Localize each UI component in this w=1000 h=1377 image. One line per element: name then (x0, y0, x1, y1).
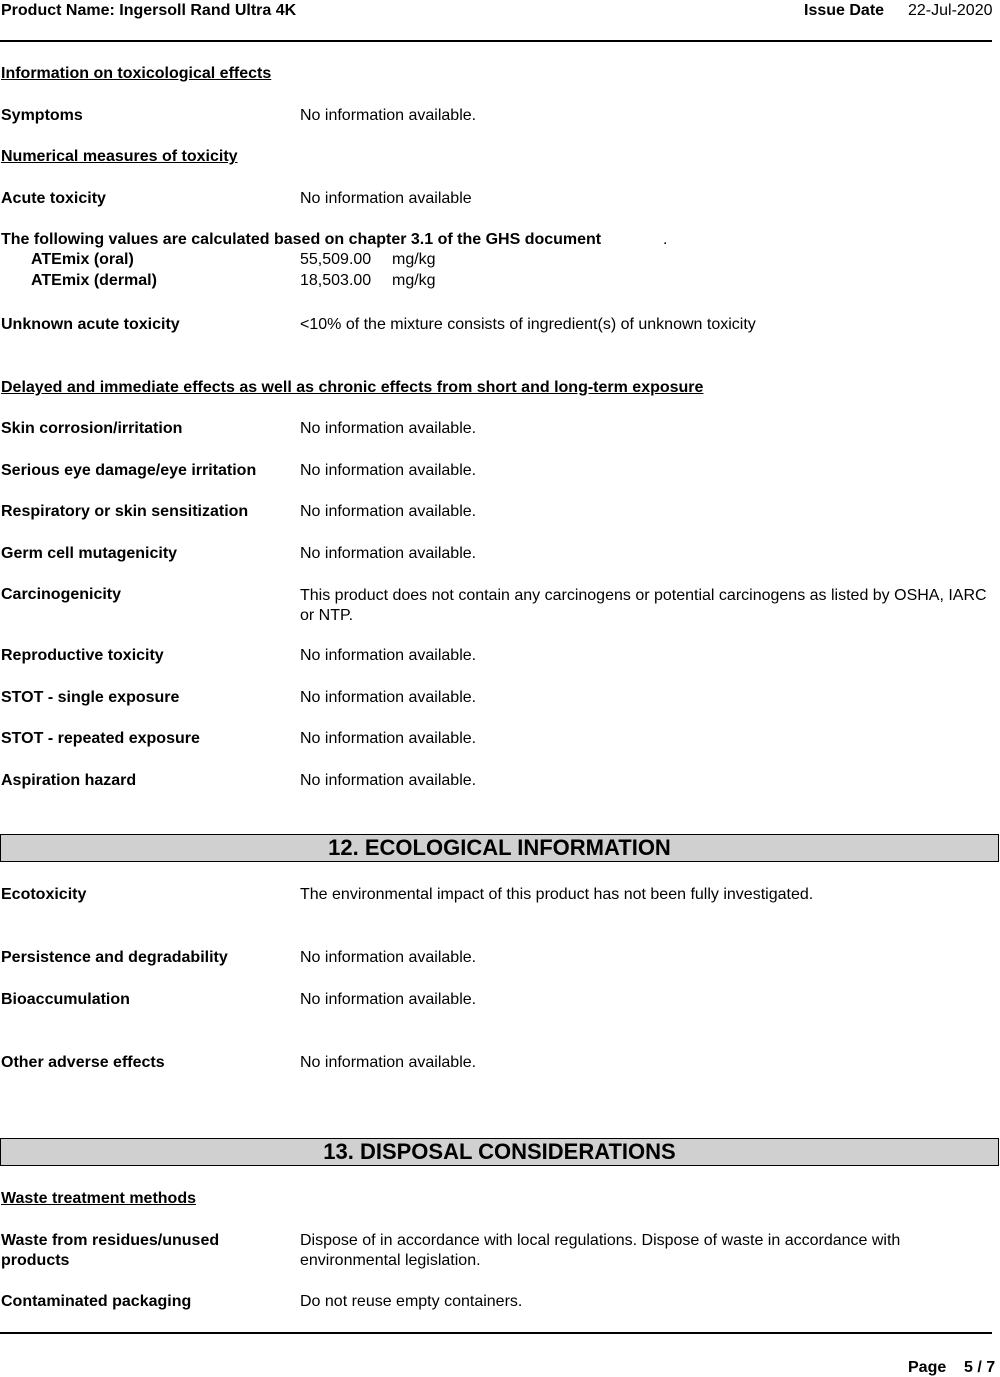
delayed-effects-title: Delayed and immediate effects as well as chronic effects from short and long-term exposure (1, 379, 704, 396)
effect-value: No information available. (300, 647, 477, 664)
waste-treatment-title: Waste treatment methods (1, 1190, 196, 1207)
effect-value: No information available. (300, 420, 477, 437)
atemix-oral-unit: mg/kg (392, 251, 436, 268)
symptoms-label: Symptoms (1, 107, 83, 124)
effect-value: No information available. (300, 545, 477, 562)
disposal-section-banner: 13. DISPOSAL CONSIDERATIONS (0, 1138, 999, 1166)
effect-value: No information available. (300, 462, 477, 479)
unknown-toxicity-label: Unknown acute toxicity (1, 316, 180, 333)
calc-note-dot: . (663, 231, 668, 248)
effect-value: This product does not contain any carcinogens or potential carcinogens as listed by OSHA, IARC or NTP. (300, 587, 987, 624)
eco-label: Bioaccumulation (1, 991, 130, 1008)
ecological-section-banner: 12. ECOLOGICAL INFORMATION (0, 834, 999, 862)
calc-note: The following values are calculated based on chapter 3.1 of the GHS document (1, 231, 602, 248)
issue-date-label: Issue Date (804, 2, 885, 19)
tox-section-title: Information on toxicological effects (1, 65, 272, 82)
atemix-oral-value: 55,509.00 (300, 251, 372, 268)
disposal-label: Waste from residues/unused products (1, 1232, 220, 1269)
symptoms-value: No information available. (300, 107, 477, 124)
effect-value: No information available. (300, 503, 477, 520)
eco-value: No information available. (300, 991, 477, 1008)
effect-label: STOT - repeated exposure (1, 730, 200, 747)
footer-divider (0, 1332, 992, 1334)
eco-label: Ecotoxicity (1, 886, 87, 903)
effect-label: Carcinogenicity (1, 586, 122, 603)
effect-label: Reproductive toxicity (1, 647, 164, 664)
issue-date: 22-Jul-2020 (908, 2, 993, 19)
disposal-value: Do not reuse empty containers. (300, 1293, 523, 1310)
disposal-value: Dispose of in accordance with local regulations. Dispose of waste in accordance with environmental legislation. (300, 1232, 901, 1269)
effect-label: Aspiration hazard (1, 772, 137, 789)
eco-label: Persistence and degradability (1, 949, 228, 966)
header-divider (0, 40, 992, 42)
product-name: Product Name: Ingersoll Rand Ultra 4K (1, 2, 297, 19)
page-number: 5 / 7 (964, 1359, 996, 1376)
effect-value: No information available. (300, 772, 477, 789)
numerical-measures-title: Numerical measures of toxicity (1, 148, 238, 165)
effect-value: No information available. (300, 689, 477, 706)
atemix-oral-label: ATEmix (oral) (31, 251, 134, 268)
effect-label: Skin corrosion/irritation (1, 420, 183, 437)
effect-label: Respiratory or skin sensitization (1, 503, 249, 520)
eco-value: No information available. (300, 1054, 477, 1071)
eco-value: No information available. (300, 949, 477, 966)
unknown-toxicity-value: <10% of the mixture consists of ingredient(s) of unknown toxicity (300, 316, 756, 333)
disposal-label: Contaminated packaging (1, 1293, 192, 1310)
acute-toxicity-value: No information available (300, 190, 472, 207)
atemix-dermal-value: 18,503.00 (300, 272, 372, 289)
eco-label: Other adverse effects (1, 1054, 165, 1071)
acute-toxicity-label: Acute toxicity (1, 190, 106, 207)
eco-value: The environmental impact of this product has not been fully investigated. (300, 886, 814, 903)
effect-label: STOT - single exposure (1, 689, 180, 706)
effect-value: No information available. (300, 730, 477, 747)
effect-label: Germ cell mutagenicity (1, 545, 178, 562)
page-label: Page (908, 1359, 947, 1376)
atemix-dermal-label: ATEmix (dermal) (31, 272, 157, 289)
effect-label: Serious eye damage/eye irritation (1, 462, 257, 479)
atemix-dermal-unit: mg/kg (392, 272, 436, 289)
